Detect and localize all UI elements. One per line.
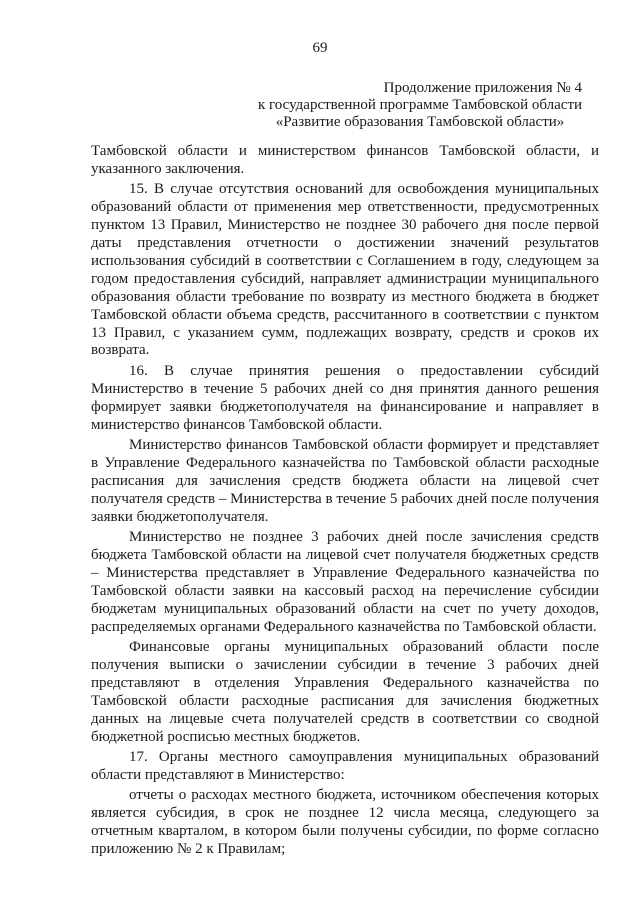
appendix-header-line-1: Продолжение приложения № 4 (383, 80, 582, 96)
paragraph-continuation: Тамбовской области и министерством финансов Тамбовской области, и указанного заключения. (91, 143, 599, 177)
appendix-header-line-2: к государственной программе Тамбовской области (257, 97, 583, 113)
document-body (91, 143, 599, 859)
paragraph-item-16: 16. В случае принятия решения о предоставлении субсидий Министерство в течение 5 рабочих дней со дня принятия данного решения формирует заявки бюджетополучателя на финансирование и направляет в министерство финансов Тамбовской области. (91, 362, 599, 433)
paragraph-item-15: 15. В случае отсутствия оснований для освобождения муниципальных образований области от применения мер ответственности, предусмотренных пунктом 13 Правил, Министерство не позднее 30 рабочего дня после первой даты представления отчетности о достижении значений результатов использования субсидий в соответствии с Соглашением в году, следующем за годом предоставления субсидий, направляет администрации муниципального образования области требование по возврату из местного бюджета в бюджет Тамбовской области объема средств, рассчитанного в соответствии с пунктом 13 Правил, с указанием сумм, подлежащих возврату, средств и сроков их возврата. (91, 181, 599, 359)
appendix-header (200, 80, 640, 131)
page-number: 69 (312, 40, 328, 56)
paragraph-reports: отчеты о расходах местного бюджета, источником обеспечения которых является субсидия, в срок не позднее 12 числа месяца, следующего за отчетным кварталом, в котором были получены субсидии, по форме согласно приложению № 2 к Правилам; (91, 787, 599, 857)
paragraph-item-17: 17. Органы местного самоуправления муниципальных образований области представляют в Министерство: (91, 748, 599, 783)
paragraph-financial-bodies: Финансовые органы муниципальных образований области после получения выписки о зачислении субсидии в течение 3 рабочих дней представляют в отделения Управления Федерального казначейства по Тамбовской области расходные расписания для зачисления бюджетных данных на лицевые счета получателей средств в соответствии со сводной бюджетной росписью местных бюджетов. (91, 638, 599, 745)
paragraph-ministry-transfer: Министерство не позднее 3 рабочих дней после зачисления средств бюджета Тамбовской области на лицевой счет получателя бюджетных средств – Министерства представляет в Управление Федерального казначейства по Тамбовской области заявки на кассовый расход на перечисление субсидии бюджетам муниципальных образований области на счет по учету доходов, распределяемых органами Федерального казначейства по Тамбовской области. (91, 529, 599, 635)
appendix-header-line-3: «Развитие образования Тамбовской области» (275, 114, 565, 130)
paragraph-ministry-finance: Министерство финансов Тамбовской области формирует и представляет в Управление Федерального казначейства по Тамбовской области расходные расписания для зачисления средств бюджета области на лицевой счет получателя средств – Министерства в течение 5 рабочих дней после получения заявки бюджетополучателя. (91, 437, 599, 525)
